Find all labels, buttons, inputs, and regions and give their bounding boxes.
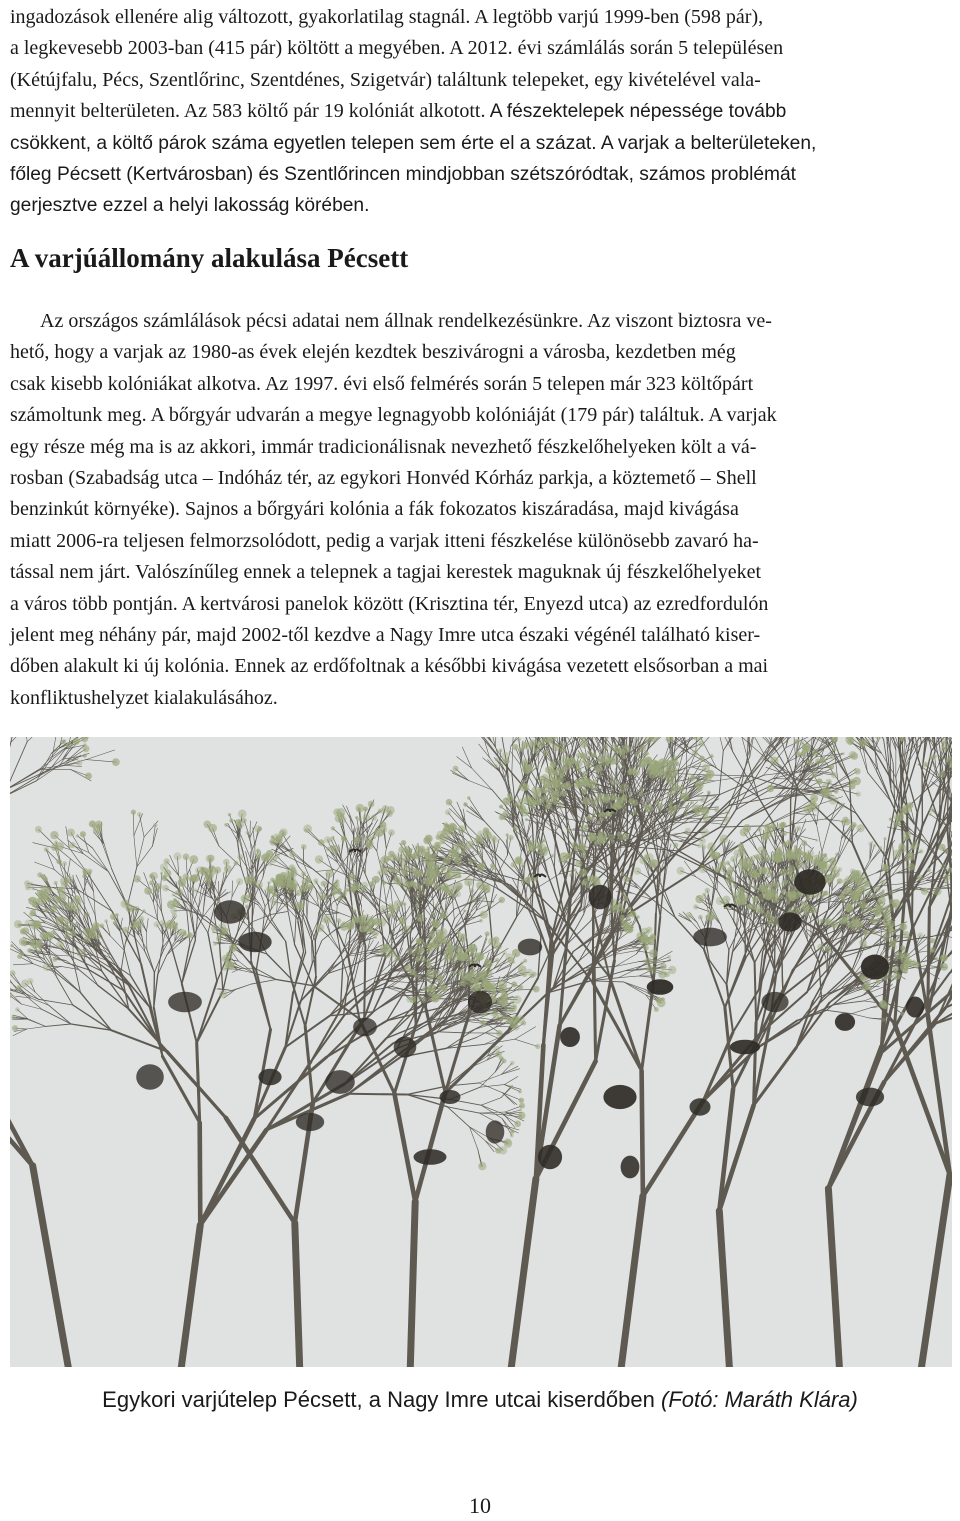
section-line-3: csak kisebb kolóniákat alkotva. Az 1997. évi első felmérés során 5 telepen már 323 költőpárt	[10, 372, 754, 395]
section-line-13: konfliktushelyzet kialakulásához.	[10, 686, 278, 709]
section-line-5: egy része még ma is az akkori, immár tradicionálisnak nevezhető fészkelőhelyeken költ a vá-	[10, 435, 757, 458]
rookery-photo	[10, 737, 952, 1367]
section-line-1: Az országos számlálások pécsi adatai nem állnak rendelkezésünkre. Az viszont biztosra ve-	[40, 310, 772, 332]
section-line-12: dőben alakult ki új kolónia. Ennek az erdőfoltnak a későbbi kivágása vezetett elsősorban a mai	[10, 655, 769, 678]
section-paragraph	[10, 306, 952, 714]
section-line-4: számoltunk meg. A bőrgyár udvarán a megye legnagyobb kolóniáját (179 pár) találtuk. A varjak	[10, 404, 777, 427]
intro-line-4-sans: A fészektelepek népessége tovább	[485, 101, 787, 123]
branch	[594, 961, 596, 1062]
intro-line-5: csökkent, a költő párok száma egyetlen telepen sem érte el a százat. A varjak a belterületeken,	[10, 132, 817, 154]
intro-line-6: főleg Pécsett (Kertvárosban) és Szentlőrincen mindjobban szétszóródtak, számos problémát	[10, 164, 797, 186]
intro-line-3: (Kétújfalu, Pécs, Szentlőrinc, Szentdénes, Szigetvár) találtunk telepeket, egy kivételével vala-	[10, 68, 761, 91]
section-line-8: miatt 2006-ra teljesen felmorzsolódott, pedig a varjak itteni fészkelése különösebb zavaró ha-	[10, 529, 759, 552]
branch	[315, 941, 316, 977]
section-line-9: tással nem járt. Valószínűleg ennek a telepnek a tagjai kerestek maguknak új fészkelőhelyeket	[10, 561, 762, 584]
section-line-6: rosban (Szabadság utca – Indóház tér, az egykori Honvéd Kórház parkja, a köztemető – Shell	[10, 467, 757, 490]
branch	[349, 1094, 407, 1095]
intro-line-4	[10, 96, 952, 127]
section-line-7: benzinkút környéke). Sajnos a bőrgyári kolónia a fák fokozatos kiszáradása, majd kivágása	[10, 498, 739, 521]
section-heading: A varjúállomány alakulása Pécsett	[10, 243, 409, 273]
section-line-2: hető, hogy a varjak az 1980-as évek elején kezdtek beszivárogni a városba, kezdetben még	[10, 341, 736, 364]
branch	[200, 1123, 201, 1225]
intro-paragraph	[10, 2, 952, 222]
intro-line-4-serif: mennyit belterületen. Az 583 költő pár 19 kolóniát alkotott.	[10, 100, 486, 123]
intro-line-2: a legkevesebb 2003-ban (415 pár) költött a megyében. A 2012. évi számlálás során 5 településen	[10, 37, 784, 60]
intro-line-7: gerjesztve ezzel a helyi lakosság körében.	[10, 195, 370, 217]
rookery-photo-illustration	[10, 737, 952, 1367]
intro-line-1: ingadozások ellenére alig változott, gyakorlatilag stagnál. A legtöbb varjú 1999-ben (598 pár),	[10, 6, 764, 28]
section-line-10: a város több pontján. A kertvárosi panelok között (Krisztina tér, Enyezd utca) az ezredfordulón	[10, 592, 769, 615]
branch	[364, 946, 365, 1019]
section-line-11: jelent meg néhány pár, majd 2002-től kezdve a Nagy Imre utca északi végénél található kiser-	[10, 624, 761, 647]
